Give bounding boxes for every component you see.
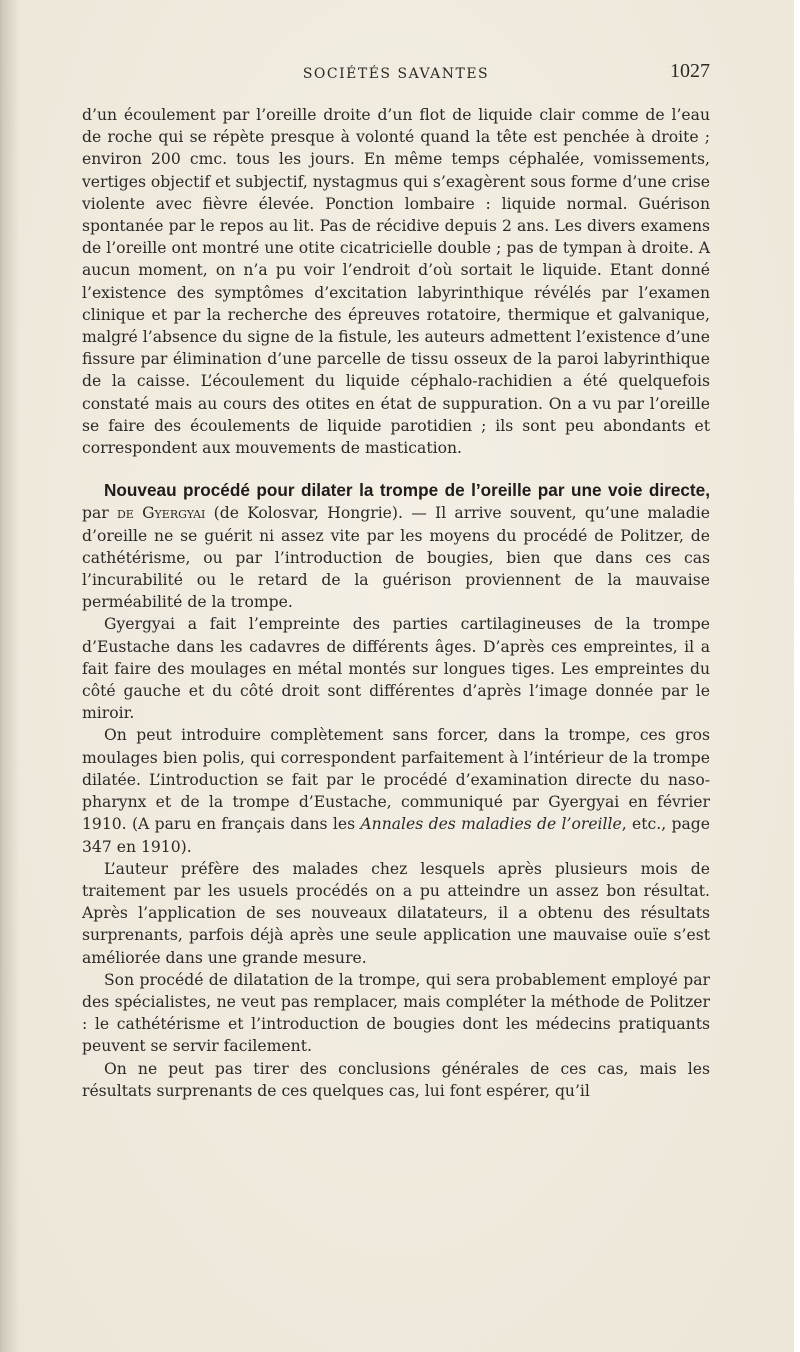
page-number: 1027 [670,60,710,82]
section-intro-text: (de Kolosvar, Hongrie). — Il arrive souvent, qu’une maladie d’oreille ne se guérit ni assez vite par les moyens du procédé de Politzer, de cathétérisme, ou par l’introduction de bougies, bien que dans ces cas l’incurabilité ou le retard de la guérison proviennent de la mauvaise perméabilité de la trompe. [82,504,710,612]
running-title: SOCIÉTÉS SAVANTES [302,66,490,82]
journal-title: Annales des maladies de l’oreille [360,815,622,834]
paragraph-text: On peut introduire complètement sans forcer, dans la trompe, ces gros moulages bien polis, qui correspondent parfaitement à l’intérieur de la trompe dilatée. L’introduction se fait par le procédé d’examination directe du naso-pharynx et de la trompe d’Eustache, communiqué par Gyergyai en février 1910. (A paru en français dans les [82,726,710,834]
paragraph: L’auteur préfère des malades chez lesquels après plusieurs mois de traitement par les usuels procédés on a pu atteindre un assez bon résultat. Après l’application de ses nouveaux dilatateurs, il a obtenu des résultats surprenants, parfois déjà après une seule application une mauvaise ouïe s’est améliorée dans une grande mesure. [82,859,710,967]
section-by: par [82,504,117,523]
section-heading: Nouveau procédé pour dilater la trompe de l’oreille par une voie directe, [104,480,710,501]
paragraph-continued: d’un écoulement par l’oreille droite d’un flot de liquide clair comme de l’eau de roche qui se répète presque à volonté quand la tête est penchée à droite ; environ 200 cmc. tous les jours. En même temps céphalée, vomissements, vertiges objectif et subjectif, nystagmus qui s’exagèrent sous forme d’une crise violente avec fièvre élevée. Ponction lombaire : liquide normal. Guérison spontanée par le repos au lit. Pas de récidive depuis 2 ans. Les divers examens de l’oreille ont montré une otite cicatricielle double ; pas de tympan à droite. A aucun moment, on n’a pu voir l’endroit d’où sortait le liquide. Etant donné l’existence des symptômes d’excitation labyrinthique révélés par l’examen clinique et par la recherche des épreuves rotatoire, thermique et galvanique, malgré l’absence du signe de la fistule, les auteurs admettent l’existence d’une fissure par élimination d’une parcelle de tissu osseux de la paroi labyrinthique de la caisse. L’écoulement du liquide céphalo-rachidien a été quelquefois constaté mais au cours des otites en état de suppuration. On a vu par l’oreille se faire des écoulements de liquide parotidien ; ils sont peu abondants et correspondent aux mouvements de mastication. [82,106,710,458]
page-gutter-shadow [2,0,20,1352]
section-intro-paragraph [82,479,710,613]
paragraph [82,724,710,857]
paragraph-text: , etc., page 347 en 1910). [82,815,710,856]
article-body [82,104,710,1102]
section-author: de Gyergyai [116,504,206,523]
paragraph: Gyergyai a fait l’empreinte des parties cartilagineuses de la trompe d’Eustache dans les cadavres de différents âges. D’après ces empreintes, il a fait faire des moulages en métal montés sur longues tiges. Les empreintes du côté gauche et du côté droit sont différentes d’après l’image donnée par le miroir. [82,615,710,723]
paragraph: On ne peut pas tirer des conclusions générales de ces cas, mais les résultats surprenants de ces quelques cas, lui font espérer, qu’il [82,1059,710,1100]
paragraph: Son procédé de dilatation de la trompe, qui sera probablement employé par des spécialistes, ne veut pas remplacer, mais compléter la méthode de Politzer : le cathétérisme et l’introduction de bougies dont les médecins pratiquants peuvent se servir facilement. [82,970,710,1056]
running-header [82,60,710,90]
